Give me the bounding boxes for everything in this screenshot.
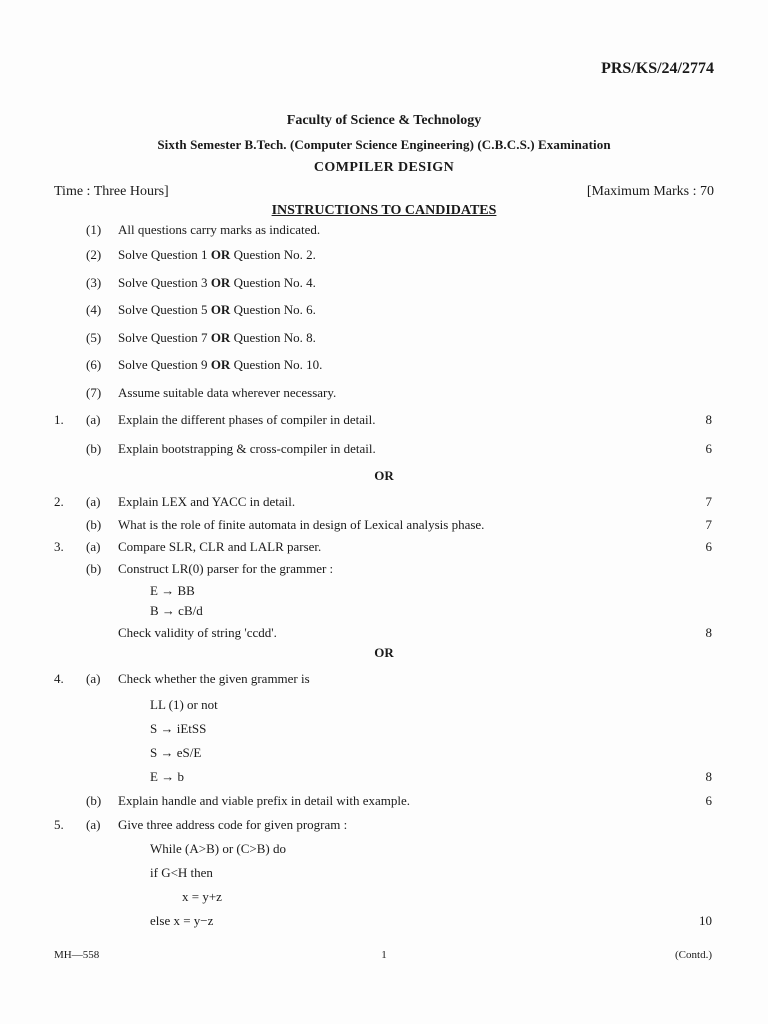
question-marks: 8	[705, 412, 712, 427]
code-line: x = y+z	[182, 889, 222, 904]
question-part-label: (b)	[86, 793, 102, 808]
question-text: Explain bootstrapping & cross-compiler in detail.	[118, 441, 376, 456]
question-text: What is the role of finite automata in design of Lexical analysis phase.	[118, 517, 485, 532]
question-part-label: (a)	[86, 671, 101, 686]
instruction-text: All questions carry marks as indicated.	[118, 222, 321, 237]
time-label: Time : Three Hours]	[54, 184, 169, 199]
instruction-text: Solve Question 7 OR Question No. 8.	[118, 330, 316, 345]
question-text: Explain LEX and YACC in detail.	[118, 494, 296, 509]
footer-code: MH—558	[54, 949, 100, 961]
grammar-rule: LL (1) or not	[150, 697, 218, 712]
or-separator: OR	[374, 468, 394, 483]
code-line: While (A>B) or (C>B) do	[150, 841, 286, 856]
instruction-number: (6)	[86, 357, 102, 372]
grammar-rule: S → iEtSS	[150, 721, 207, 736]
question-text: Check whether the given grammer is	[118, 671, 310, 686]
question-marks: 7	[705, 517, 712, 532]
question-marks: 8	[705, 769, 712, 784]
question-part-label: (b)	[86, 561, 102, 576]
instruction-number: (2)	[86, 247, 102, 262]
instruction-text: Solve Question 3 OR Question No. 4.	[118, 275, 316, 290]
continued-label: (Contd.)	[675, 949, 712, 961]
instruction-text: Solve Question 1 OR Question No. 2.	[118, 247, 316, 262]
question-text: Explain handle and viable prefix in detail with example.	[118, 793, 411, 808]
page-number: 1	[381, 949, 387, 961]
question-part-label: (a)	[86, 412, 101, 427]
instruction-text: Assume suitable data wherever necessary.	[118, 385, 337, 400]
instruction-number: (4)	[86, 302, 102, 317]
faculty-title: Faculty of Science & Technology	[286, 113, 482, 128]
question-marks: 7	[705, 494, 712, 509]
code-line: if G<H then	[150, 865, 213, 880]
question-number: 4.	[54, 671, 64, 686]
question-number: 2.	[54, 494, 64, 509]
max-marks-label: [Maximum Marks : 70	[586, 184, 714, 199]
question-marks: 6	[705, 793, 712, 808]
question-part-label: (a)	[86, 817, 101, 832]
grammar-rule: E → b	[150, 769, 184, 784]
paper-code: PRS/KS/24/2774	[601, 60, 714, 77]
question-marks: 10	[699, 913, 712, 928]
question-text: Explain the different phases of compiler in detail.	[118, 412, 376, 427]
code-line: else x = y−z	[150, 913, 214, 928]
question-marks: 6	[705, 539, 712, 554]
question-number: 3.	[54, 539, 64, 554]
instruction-text: Solve Question 5 OR Question No. 6.	[118, 302, 316, 317]
question-marks: 6	[705, 441, 712, 456]
grammar-rule: B → cB/d	[150, 603, 203, 618]
question-part-label: (b)	[86, 441, 102, 456]
instruction-number: (3)	[86, 275, 102, 290]
or-separator: OR	[374, 645, 394, 660]
question-part-label: (b)	[86, 517, 102, 532]
instruction-text: Solve Question 9 OR Question No. 10.	[118, 357, 323, 372]
subject-title: COMPILER DESIGN	[313, 160, 455, 175]
question-text: Construct LR(0) parser for the grammer :	[118, 561, 334, 576]
question-text: Check validity of string 'ccdd'.	[118, 625, 277, 640]
grammar-rule: E → BB	[150, 583, 195, 598]
instruction-number: (1)	[86, 222, 102, 237]
question-text: Compare SLR, CLR and LALR parser.	[118, 539, 322, 554]
exam-title: Sixth Semester B.Tech. (Computer Science Engineering) (C.B.C.S.) Examination	[157, 137, 611, 152]
instruction-number: (5)	[86, 330, 102, 345]
instruction-number: (7)	[86, 385, 102, 400]
question-number: 1.	[54, 412, 64, 427]
grammar-rule: S → eS/E	[150, 745, 202, 760]
question-part-label: (a)	[86, 494, 101, 509]
question-part-label: (a)	[86, 539, 101, 554]
question-number: 5.	[54, 817, 64, 832]
instructions-title: INSTRUCTIONS TO CANDIDATES	[271, 203, 497, 218]
question-marks: 8	[705, 625, 712, 640]
question-text: Give three address code for given program :	[118, 817, 348, 832]
